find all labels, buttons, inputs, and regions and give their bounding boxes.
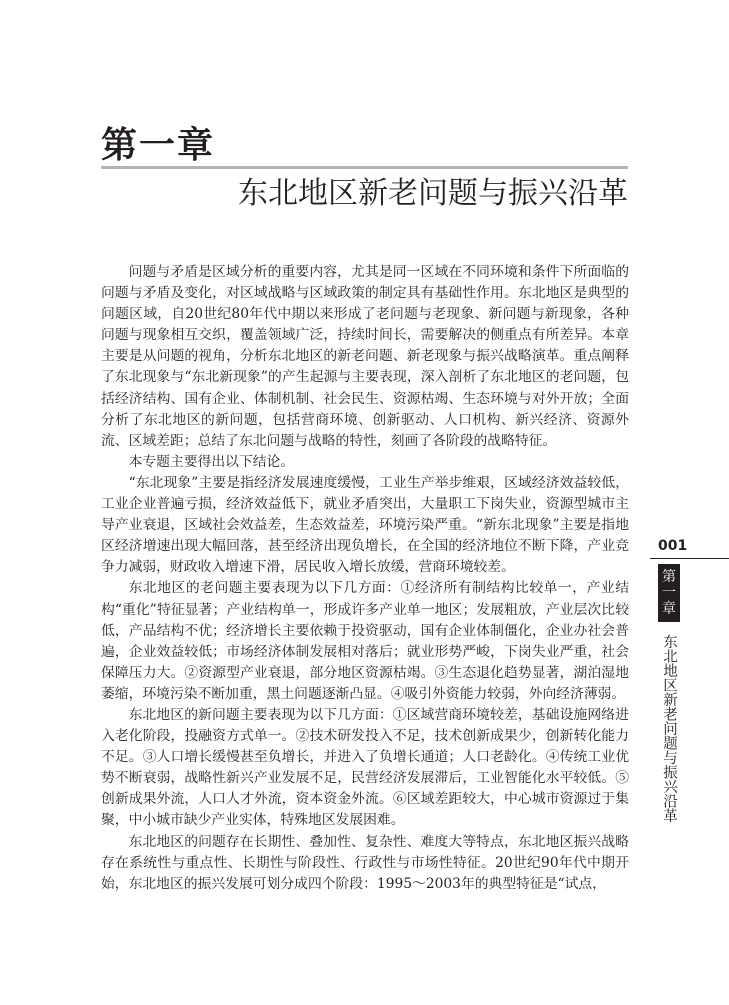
paragraph: 问题与矛盾是区域分析的重要内容，尤其是同一区域在不同环境和条件下所面临的问题与矛盾及变化，对区域战略与区域政策的制定具有基础性作用。东北地区是典型的问题区域，自20世纪80年代中期以来形成了老问题与老现象、新问题与新现象，各种问题与现象相互交织，覆盖领域广泛，持续时间长，需要解决的侧重点有所差异。本章主要是从问题的视角，分析东北地区的新老问题、新老现象与振兴战略演革。重点阐释了东北现象与“东北新现象”的产生起源与主要表现，深入剖析了东北地区的老问题，包括经济结构、国有企业、体制机制、社会民生、资源枯竭、生态环境与对外开放；全面分析了东北地区的新问题，包括营商环境、创新驱动、人口机构、新兴经济、资源外流、区域差距；总结了东北问题与战略的特性，刻画了各阶段的战略特征。 bbox=[101, 264, 629, 449]
paragraph: 东北地区的老问题主要表现为以下几方面：①经济所有制结构比较单一，产业结构“重化”特征显著；产业结构单一，形成许多产业单一地区；发展粗放，产业层次比较低，产品结构不优；经济增长主要依赖于投资驱动，国有企业体制僵化，企业办社会普遍，企业效益较低；市场经济体制发展相对落后；就业形势严峻，下岗失业严重，社会保障压力大。②资源型产业衰退，部分地区资源枯竭。③生态退化趋势显著，湖泊湿地萎缩，环境污染不断加重，黑土问题逐渐凸显。④吸引外资能力较弱，外向经济薄弱。 bbox=[101, 580, 629, 702]
side-divider bbox=[650, 558, 729, 559]
chapter-tab-char: 章 bbox=[662, 601, 676, 617]
chapter-tab-char: 一 bbox=[662, 585, 676, 601]
chapter-title: 东北地区新老问题与振兴沿革 bbox=[238, 176, 628, 211]
paragraph: 东北地区的问题存在长期性、叠加性、复杂性、难度大等特点，东北地区振兴战略存在系统性与重点性、长期性与阶段性、行政性与市场性特征。20世纪90年代中期开始，东北地区的振兴发展可划分成四个阶段：1995～2003年的典型特征是“试点， bbox=[101, 833, 629, 892]
chapter-rule bbox=[101, 166, 628, 169]
paragraph: 本专题主要得出以下结论。 bbox=[128, 453, 295, 470]
page-number: 001 bbox=[658, 538, 688, 554]
running-title: 东北地区新老问题与振兴沿革 bbox=[661, 634, 677, 823]
body-text bbox=[101, 262, 629, 895]
chapter-label: 第一章 bbox=[101, 124, 216, 166]
paragraph: 东北地区的新问题主要表现为以下几方面：①区域营商环境较差，基础设施网络进入老化阶段，投融资方式单一。②技术研发投入不足，技术创新成果少，创新转化能力不足。③人口增长缓慢甚至负增长，并进入了负增长通道；人口老龄化。④传统工业优势不断衰弱，战略性新兴产业发展不足，民营经济发展滞后，工业智能化水平较低。⑤创新成果外流，人口人才外流，资本资金外流。⑥区域差距较大，中心城市资源过于集聚，中小城市缺少产业实体，特殊地区发展困难。 bbox=[101, 706, 629, 829]
chapter-tab bbox=[658, 564, 680, 622]
chapter-tab-char: 第 bbox=[662, 569, 676, 585]
paragraph: “东北现象”主要是指经济发展速度缓慢，工业生产举步维艰，区域经济效益较低，工业企业普遍亏损，经济效益低下，就业矛盾突出，大量职工下岗失业，资源型城市主导产业衰退，区域社会效益差，生态效益差，环境污染严重。“新东北现象”主要是指地区经济增速出现大幅回落，甚至经济出现负增长，在全国的经济地位不断下降，产业竞争力减弱，财政收入增速下滑，居民收入增长放缓，营商环境较差。 bbox=[101, 474, 629, 576]
